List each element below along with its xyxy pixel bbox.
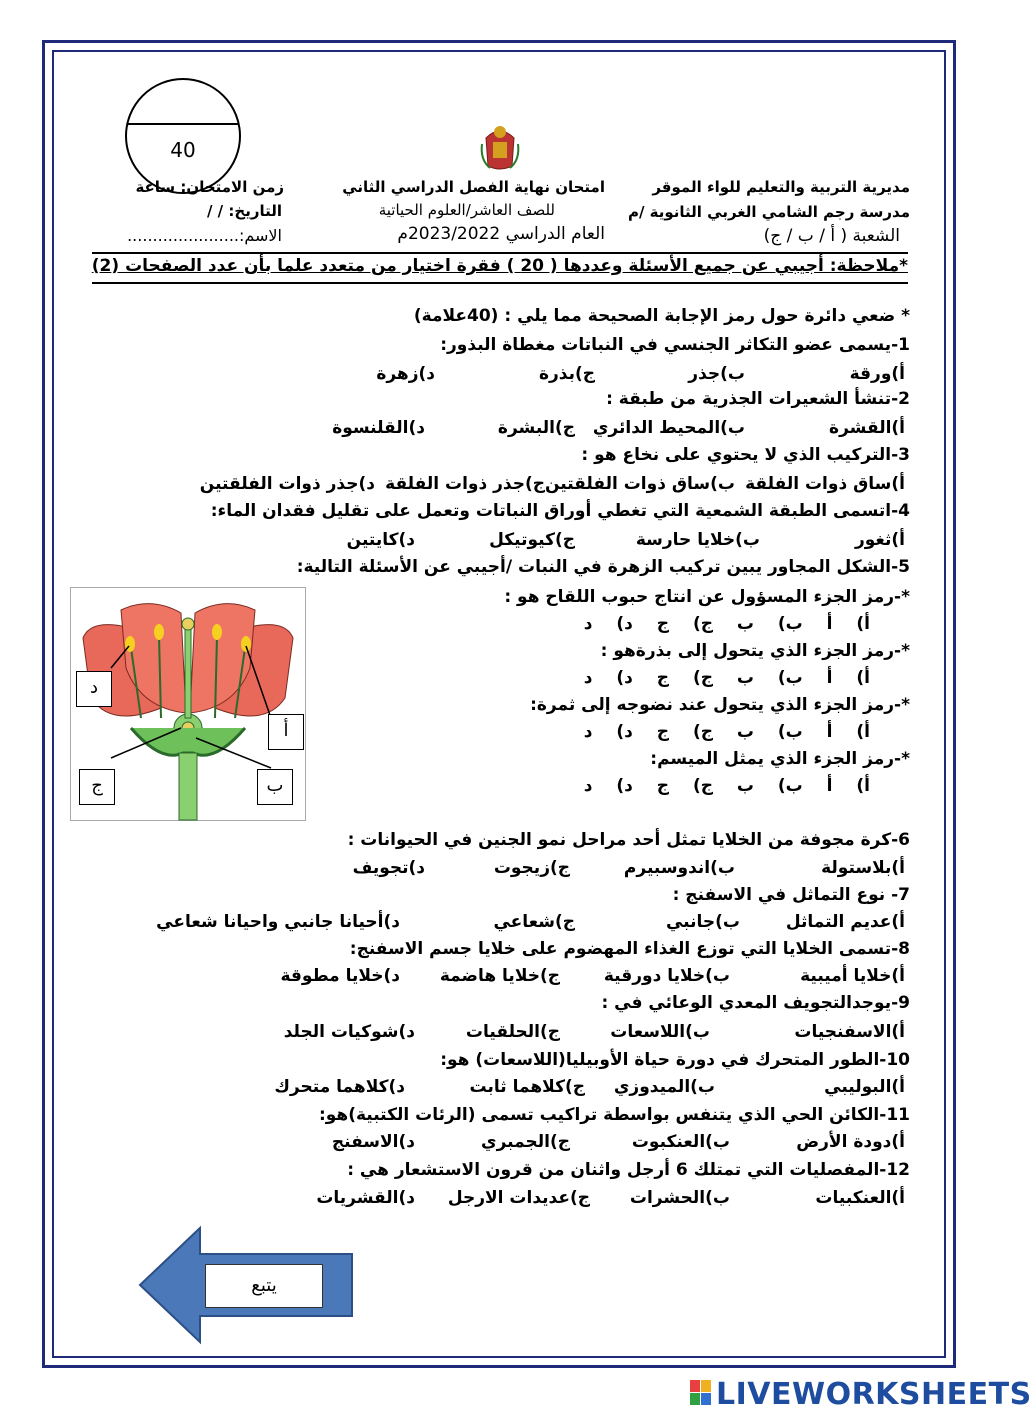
next-page-label[interactable]: يتبع	[205, 1264, 323, 1308]
header-divider	[92, 252, 908, 254]
option-d[interactable]: د)تجويف	[352, 858, 425, 878]
option-b[interactable]: ب)اللاسعات	[610, 1022, 710, 1042]
score-value: 40	[170, 138, 196, 162]
header-exam-title: امتحان نهاية الفصل الدراسي الثاني	[342, 178, 605, 196]
sub-question-4-options[interactable]: أ) أ ب) ب ج) ج د) د	[583, 776, 870, 796]
question-4-options	[105, 530, 905, 554]
option-a[interactable]: أ)ثغور	[854, 530, 905, 550]
sub-question-2-options[interactable]: أ) أ ب) ب ج) ج د) د	[583, 668, 870, 688]
score-circle	[125, 78, 241, 194]
emblem-icon	[478, 120, 522, 172]
header-directorate: مديرية التربية والتعليم للواء الموقر	[652, 178, 910, 196]
option-d[interactable]: د)أحيانا جانبي واحيانا شعاعي	[156, 912, 400, 932]
note-divider	[92, 282, 908, 284]
question-12-options	[105, 1188, 905, 1212]
question-1: 1-يسمى عضو التكاثر الجنسي في النباتات مغطاة البذور:	[440, 335, 910, 355]
option-d[interactable]: د)القلنسوة	[332, 418, 425, 438]
question-10: 10-الطور المتحرك في دورة حياة الأوبيليا(اللاسعات) هو:	[440, 1050, 910, 1070]
option-a[interactable]: أ)عديم التماثل	[785, 912, 905, 932]
question-12: 12-المفصليات التي تمتلك 6 أرجل واثنان من قرون الاستشعار هي :	[347, 1160, 910, 1180]
option-c[interactable]: ج)زيجوت	[493, 858, 570, 878]
option-b[interactable]: ب)جذر	[688, 364, 745, 384]
question-1-options	[105, 364, 905, 388]
option-d[interactable]: د)جذر ذوات الفلقتين	[199, 474, 375, 494]
flower-label-c: ج	[79, 769, 115, 805]
option-c[interactable]: ج)كيوتيكل	[489, 530, 575, 550]
option-b[interactable]: ب)خلايا حارسة	[635, 530, 760, 550]
option-c[interactable]: ج)الجمبري	[481, 1132, 570, 1152]
option-a[interactable]: أ)خلايا أميبية	[800, 966, 905, 986]
sub-question-3: *-رمز الجزء الذي يتحول عند نضوجه إلى ثمرة:	[530, 695, 910, 715]
option-c[interactable]: ج)خلايا هاضمة	[439, 966, 560, 986]
option-d[interactable]: د)زهرة	[376, 364, 435, 384]
question-8: 8-تسمى الخلايا التي توزع الغذاء المهضوم على خلايا جسم الاسفنج:	[349, 939, 910, 959]
liveworksheets-watermark: LIVEWORKSHEETS	[716, 1377, 1032, 1412]
option-d[interactable]: د)خلايا مطوقة	[280, 966, 400, 986]
option-c[interactable]: ج)شعاعي	[493, 912, 575, 932]
option-a[interactable]: أ)القشرة	[829, 418, 905, 438]
question-10-options	[105, 1077, 905, 1101]
option-a[interactable]: أ)العنكبيات	[815, 1188, 905, 1208]
flower-label-b: ب	[257, 769, 293, 805]
question-8-options	[105, 966, 905, 990]
option-b[interactable]: ب)العنكبوت	[631, 1132, 730, 1152]
question-3: 3-التركيب الذي لا يحتوي على نخاع هو :	[581, 445, 910, 465]
option-b[interactable]: ب)خلايا دورقية	[603, 966, 730, 986]
question-2-options	[105, 418, 905, 442]
option-b[interactable]: ب)المحيط الدائري	[592, 418, 745, 438]
option-d[interactable]: د)كايتين	[346, 530, 415, 550]
option-a[interactable]: أ)ورقة	[849, 364, 905, 384]
header-exam-time: زمن الامتحان: ساعة	[135, 178, 284, 196]
option-c[interactable]: ج)عديدات الارجل	[447, 1188, 590, 1208]
option-a[interactable]: أ)بلاستولة	[821, 858, 905, 878]
option-c[interactable]: ج)كلاهما ثابت	[469, 1077, 585, 1097]
sub-question-3-options[interactable]: أ) أ ب) ب ج) ج د) د	[583, 722, 870, 742]
option-b[interactable]: ب)جانبي	[665, 912, 740, 932]
header-name-field: الاسم:......................	[127, 226, 282, 245]
question-4: 4-اتسمى الطبقة الشمعية التي تغطي أوراق النباتات وتعمل على تقليل فقدان الماء:	[210, 501, 910, 521]
option-c[interactable]: ج)بذرة	[538, 364, 595, 384]
option-d[interactable]: د)القشريات	[316, 1188, 415, 1208]
header-date: التاريخ: / /	[206, 202, 282, 220]
question-2: 2-تنشأ الشعيرات الجذرية من طبقة :	[606, 389, 910, 409]
option-d[interactable]: د)شوكيات الجلد	[283, 1022, 415, 1042]
question-9-options	[105, 1022, 905, 1046]
sub-question-1: *-رمز الجزء المسؤول عن انتاج حبوب اللقاح هو :	[504, 587, 910, 607]
option-b[interactable]: ب)ساق ذوات الفلقتين	[545, 474, 735, 494]
question-6: 6-كرة مجوفة من الخلايا تمثل أحد مراحل نمو الجنين في الحيوانات :	[347, 830, 910, 850]
flower-diagram	[70, 587, 306, 821]
option-c[interactable]: ج)جذر ذوات الفلقة	[385, 474, 545, 494]
option-a[interactable]: أ)البوليبي	[824, 1077, 905, 1097]
question-3-options	[105, 474, 905, 498]
instruction: * ضعي دائرة حول رمز الإجابة الصحيحة مما يلي : (40علامة)	[413, 306, 910, 326]
header-section: الشعبة ( أ / ب / ج)	[763, 226, 900, 246]
flower-label-a: أ	[268, 714, 304, 750]
sub-question-2: *-رمز الجزء الذي يتحول إلى بذرةهو :	[600, 641, 910, 661]
option-c[interactable]: ج)الحلقيات	[465, 1022, 560, 1042]
question-11: 11-الكائن الحي الذي يتنفس بواسطة تراكيب تسمى (الرئات الكتبية)هو:	[318, 1105, 910, 1125]
option-a[interactable]: أ)دودة الأرض	[796, 1132, 905, 1152]
question-5: 5-الشكل المجاور يبين تركيب الزهرة في النبات /أجيبي عن الأسئلة التالية:	[296, 557, 910, 577]
option-d[interactable]: د)كلاهما متحرك	[274, 1077, 405, 1097]
header-grade-subject: للصف العاشر/العلوم الحياتية	[378, 201, 555, 219]
option-b[interactable]: ب)الميدوزي	[613, 1077, 715, 1097]
option-a[interactable]: أ)ساق ذوات الفلقة	[745, 474, 905, 494]
option-d[interactable]: د)الاسفنج	[331, 1132, 415, 1152]
question-11-options	[105, 1132, 905, 1156]
question-7: 7- نوع التماثل في الاسفنج :	[672, 885, 910, 905]
header-academic-year: العام الدراسي 2023/2022م	[397, 224, 605, 244]
sub-question-4: *-رمز الجزء الذي يمثل الميسم:	[650, 749, 910, 769]
option-c[interactable]: ج)البشرة	[497, 418, 575, 438]
exam-note: *ملاحظة: أجيبي عن جميع الأسئلة وعددها ( 20 ) فقرة اختيار من متعدد علما بأن عدد الصفحات (2)	[91, 256, 908, 276]
option-b[interactable]: ب)الحشرات	[629, 1188, 730, 1208]
question-7-options	[105, 912, 905, 936]
header-school: مدرسة رجم الشامي الغربي الثانوية /م	[627, 203, 910, 221]
option-a[interactable]: أ)الاسفنجيات	[794, 1022, 905, 1042]
liveworksheets-logo-icon	[690, 1380, 712, 1406]
flower-label-d: د	[76, 671, 112, 707]
option-b[interactable]: ب)اندوسبيرم	[623, 858, 735, 878]
question-9: 9-يوجدالتجويف المعدي الوعائي في :	[601, 993, 910, 1013]
question-6-options	[105, 858, 905, 882]
sub-question-1-options[interactable]: أ) أ ب) ب ج) ج د) د	[583, 614, 870, 634]
